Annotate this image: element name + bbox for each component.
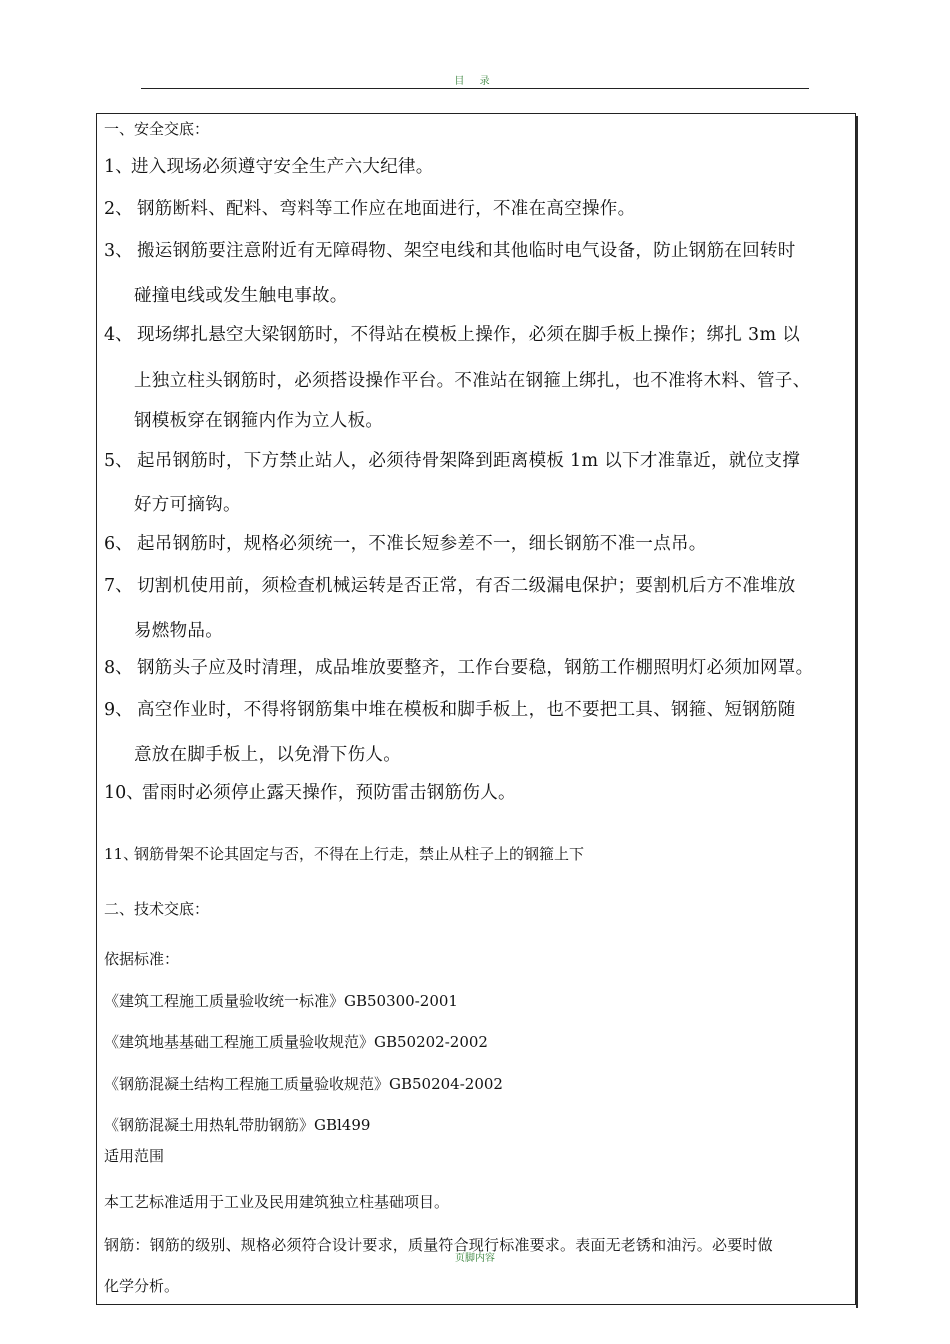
item-text: 搬运钢筋要注意附近有无障碍物、架空电线和其他临时电气设备，防止钢筋在回转时 [137, 241, 796, 261]
item-text: 切割机使用前，须检查机械运转是否正常，有否二级漏电保护；要割机后方不准堆放 [137, 576, 796, 596]
standard-item: 《建筑地基基础工程施工质量验收规范》GB50202-2002 [104, 1033, 488, 1051]
item-number: 8、 [104, 658, 133, 678]
item-text: 雷雨时必须停止露天操作，预防雷击钢筋伤人。 [142, 783, 516, 803]
item-number: 1、 [104, 157, 133, 177]
item-text: 意放在脚手板上，以免滑下伤人。 [134, 745, 401, 765]
page-header: 目 录 [454, 76, 496, 87]
item-text: 起吊钢筋时，规格必须统一，不准长短参差不一，细长钢筋不准一点吊。 [137, 534, 707, 554]
item-text: 现场绑扎悬空大梁钢筋时，不得站在模板上操作，必须在脚手板上操作；绑扎 3m 以 [137, 325, 801, 345]
item-text: 钢筋骨架不论其固定与否，不得在上行走，禁止从柱子上的钢箍上下 [134, 845, 585, 863]
item-number: 5、 [104, 451, 133, 471]
scope-label: 适用范围 [104, 1147, 165, 1165]
item-text: 钢模板穿在钢箍内作为立人板。 [134, 411, 384, 431]
frame-shadow [856, 116, 858, 1308]
item-number: 4、 [104, 325, 133, 345]
item-text: 进入现场必须遵守安全生产六大纪律。 [131, 157, 434, 177]
item-number: 10、 [104, 783, 144, 803]
technical-heading: 二、技术交底： [104, 900, 210, 918]
item-text: 钢筋头子应及时清理，成品堆放要整齐，工作台要稳，钢筋工作棚照明灯必须加网罩。 [137, 658, 814, 678]
standard-item: 《钢筋混凝土结构工程施工质量验收规范》GB50204-2002 [104, 1075, 503, 1093]
item-text: 好方可摘钩。 [134, 495, 241, 515]
material-text: 钢筋：钢筋的级别、规格必须符合设计要求，质量符合现行标准要求。表面无老锈和油污。必要时做 [104, 1236, 773, 1254]
item-text: 易燃物品。 [134, 621, 223, 641]
item-number: 2、 [104, 199, 133, 219]
standard-item: 《建筑工程施工质量验收统一标准》GB50300-2001 [104, 992, 458, 1010]
header-rule [141, 88, 809, 89]
item-number: 11、 [104, 845, 139, 863]
item-number: 9、 [104, 700, 133, 720]
item-text: 上独立柱头钢筋时，必须搭设操作平台。不准站在钢箍上绑扎，也不准将木料、管子、 [134, 371, 811, 391]
page-footer: 页脚内容 [455, 1253, 495, 1264]
item-text: 起吊钢筋时，下方禁止站人，必须待骨架降到距离模板 1m 以下才准靠近，就位支撑 [137, 451, 801, 471]
safety-heading: 一、安全交底： [104, 120, 210, 138]
standards-label: 依据标准： [104, 950, 180, 968]
item-text: 钢筋断料、配料、弯料等工作应在地面进行，不准在高空操作。 [137, 199, 636, 219]
item-text: 高空作业时，不得将钢筋集中堆在模板和脚手板上，也不要把工具、钢箍、短钢筋随 [137, 700, 796, 720]
item-number: 3、 [104, 241, 133, 261]
item-number: 7、 [104, 576, 133, 596]
standard-item: 《钢筋混凝土用热轧带肋钢筋》GBl499 [104, 1116, 371, 1134]
item-number: 6、 [104, 534, 133, 554]
scope-text: 本工艺标准适用于工业及民用建筑独立柱基础项目。 [104, 1193, 450, 1211]
material-text: 化学分析。 [104, 1277, 180, 1295]
item-text: 碰撞电线或发生触电事故。 [134, 286, 348, 306]
